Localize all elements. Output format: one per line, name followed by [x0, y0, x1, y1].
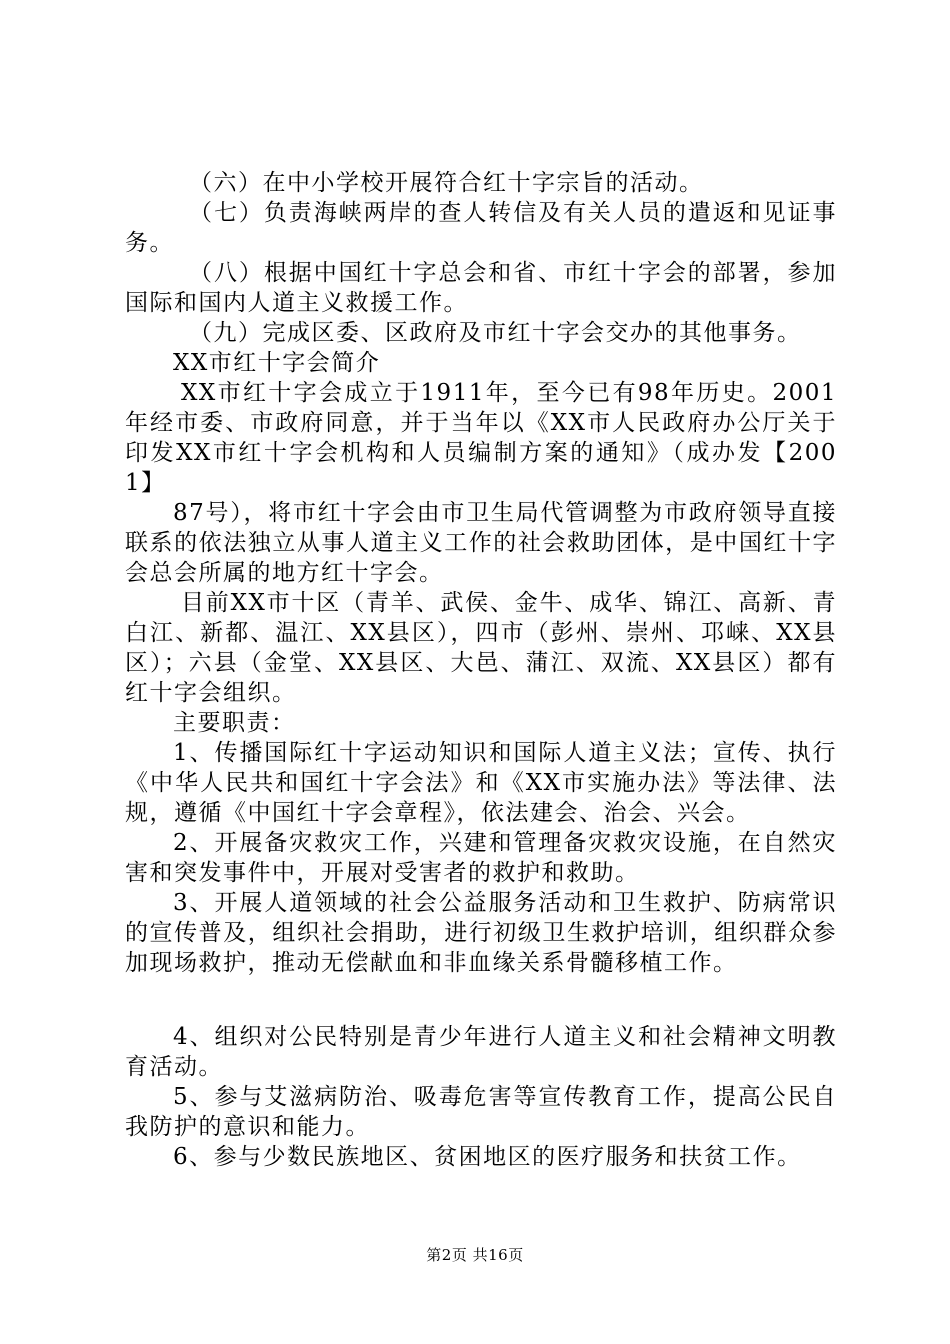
intro-continuation: 87号），将市红十字会由市卫生局代管调整为市政府领导直接联系的依法独立从事人道主义工作的社会救助团体，是中国红十字会总会所属的地方红十字会。 [125, 500, 837, 586]
section-heading: XX市红十字会简介 [173, 350, 381, 376]
paragraph-item-8: （八）根据中国红十字总会和省、市红十字会的部署，参加国际和国内人道主义救援工作。 [125, 260, 837, 316]
document-body [125, 168, 837, 1172]
duties-heading: 主要职责： [173, 710, 296, 736]
duty-item-4: 4、组织对公民特别是青少年进行人道主义和社会精神文明教育活动。 [125, 1024, 837, 1080]
duty-item-3: 3、开展人道领域的社会公益服务活动和卫生救护、防病常识的宣传普及，组织社会捐助，进行初级卫生救护培训，组织群众参加现场救护，推动无偿献血和非血缘关系骨髓移植工作。 [125, 890, 837, 976]
page-footer: 第2页 共16页 [426, 1246, 524, 1264]
duty-item-1: 1、传播国际红十字运动知识和国际人道主义法；宣传、执行《中华人民共和国红十字会法》和《XX市实施办法》等法律、法规，遵循《中国红十字会章程》，依法建会、治会、兴会。 [125, 740, 837, 826]
districts-paragraph: 目前XX市十区（青羊、武侯、金牛、成华、锦江、高新、青白江、新都、温江、XX县区），四市（彭州、崇州、邛崃、XX县区）；六县（金堂、XX县区、大邑、蒲江、双流、XX县区）都有红十字会组织。 [125, 590, 837, 706]
duty-item-6: 6、参与少数民族地区、贫困地区的医疗服务和扶贫工作。 [173, 1144, 802, 1170]
paragraph-item-6: （六）在中小学校开展符合红十字宗旨的活动。 [189, 170, 704, 196]
intro-paragraph: XX市红十字会成立于1911年，至今已有98年历史。2001年经市委、市政府同意，并于当年以《XX市人民政府办公厅关于印发XX市红十字会机构和人员编制方案的通知》（成办发【2001】 [125, 380, 837, 496]
paragraph-item-7: （七）负责海峡两岸的查人转信及有关人员的遣返和见证事务。 [125, 200, 837, 256]
duty-item-5: 5、参与艾滋病防治、吸毒危害等宣传教育工作，提高公民自我防护的意识和能力。 [125, 1084, 837, 1140]
duty-item-2: 2、开展备灾救灾工作，兴建和管理备灾救灾设施，在自然灾害和突发事件中，开展对受害者的救护和救助。 [125, 830, 837, 886]
paragraph-item-9: （九）完成区委、区政府及市红十字会交办的其他事务。 [189, 320, 802, 346]
blank-line [125, 978, 837, 1022]
